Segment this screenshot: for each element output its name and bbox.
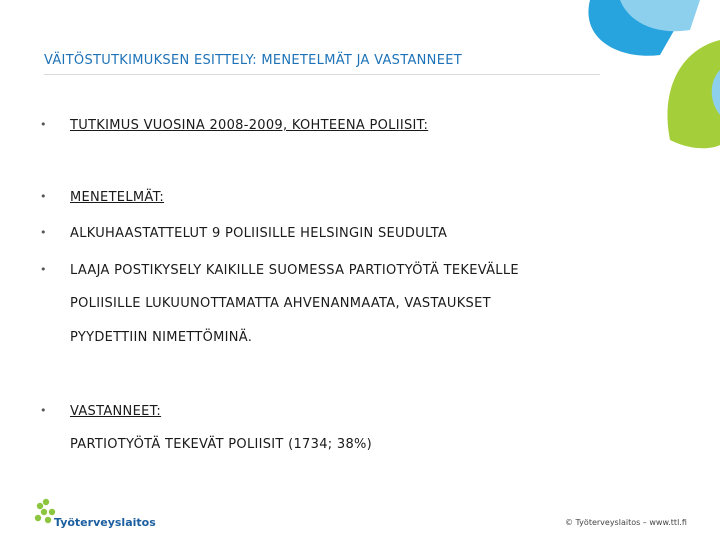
decorative-corner-graphic [560,0,720,180]
slide-title: VÄITÖSTUTKIMUKSEN ESITTELY: MENETELMÄT JA VASTANNEET [44,53,462,68]
bullet-text: TUTKIMUS VUOSINA 2008-2009, KOHTEENA POLIISIT: [70,118,429,133]
bullet-text: VASTANNEET: [70,404,162,419]
bullet-text: ALKUHAASTATTELUT 9 POLIISILLE HELSINGIN SEUDULTA [70,226,448,241]
bullet-marker: • [40,118,47,131]
bullet-continuation: PYYDETTIIN NIMETTÖMINÄ. [70,330,253,345]
bullet-text: LAAJA POSTIKYSELY KAIKILLE SUOMESSA PARTIOTYÖTÄ TEKEVÄLLE [70,263,519,278]
logo-dot [49,509,55,515]
logo-dot [43,499,49,505]
logo-dot [45,517,51,523]
bullet-continuation: PARTIOTYÖTÄ TEKEVÄT POLIISIT (1734; 38%) [70,437,373,452]
logo-dot [41,509,47,515]
bullet-marker: • [40,226,47,239]
bullet-continuation: POLIISILLE LUKUUNOTTAMATTA AHVENANMAATA, VASTAUKSET [70,296,491,311]
footer-credit: © Työterveyslaitos – www.ttl.fi [565,518,687,527]
bullet-marker: • [40,190,47,203]
logo-dot [37,503,43,509]
bullet-marker: • [40,263,47,276]
title-divider [44,74,600,75]
logo-dot [35,515,41,521]
bullet-text: MENETELMÄT: [70,190,165,205]
logo-wordmark: Työterveyslaitos [54,516,156,529]
bullet-marker: • [40,404,47,417]
